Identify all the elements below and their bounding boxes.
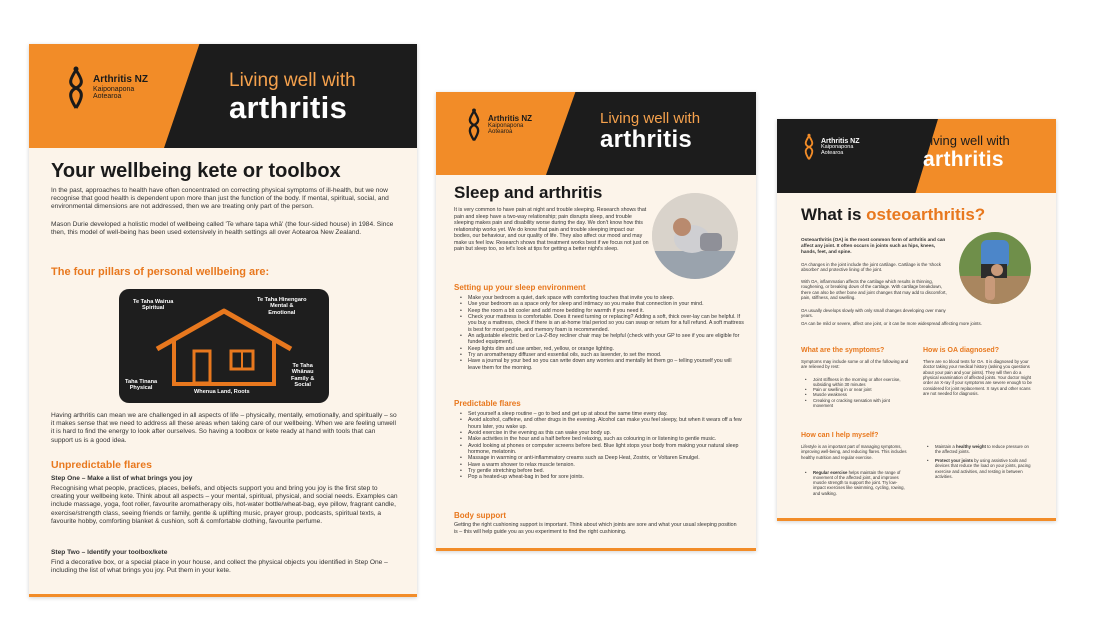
list-item: • Massage in warming or anti-inflammatory creams such as Deep Heat, Zostrix, or Voltaren Emulgel. <box>460 455 744 461</box>
model-paragraph: Mason Durie developed a holistic model of wellbeing called 'Te whare tapa whā' (the four-sided house) in 1984. Since then, this model of well-being has been used extensively in health settings all over Aotearoa New Zealand. <box>51 221 394 237</box>
series-wordmark: arthritis <box>923 148 1004 171</box>
page-title: What is osteoarthritis? <box>801 205 986 224</box>
leaflet-wellbeing <box>29 44 417 597</box>
pillar-physical: Taha Tinana Physical <box>125 379 158 392</box>
bottom-accent-bar <box>29 594 417 597</box>
list-item: • Set yourself a sleep routine – go to bed and get up at about the same time every day. <box>460 411 744 417</box>
arthritis-figure-icon <box>801 133 817 161</box>
intro-paragraph: In the past, approaches to health have often concentrated on correcting physical symptoms of ill-health, but we now recognise that good health is dependent upon more than just the function of the body. If mental, spiritual, social, and environmental dimensions are not addressed, then we are treating only part of the person. <box>51 187 389 211</box>
sleepless-person-photo <box>652 193 738 279</box>
page-title: Your wellbeing kete or toolbox <box>51 160 341 182</box>
list-item: • Use your bedroom as a space only for sleep and intimacy so you make that connection in your mind. <box>460 301 744 307</box>
leaflet-sleep <box>436 92 756 551</box>
pillar-family: Te Taha Whānau Family & Social <box>291 363 315 389</box>
list-item: • Creaking or cracking sensation with joint movement <box>805 398 909 408</box>
predictable-list <box>460 411 744 481</box>
list-item: • Try an aromatherapy diffuser and essential oils, such as lavender, to set the mood. <box>460 352 744 358</box>
logo-subtitle-2: Aotearoa <box>488 129 513 136</box>
list-item: • Avoid looking at phones or computer screens before bed. Blue light stops your body from making your natural sleep hormone, melatonin. <box>460 443 744 456</box>
step-two-title: Step Two – Identify your toolbox/kete <box>51 549 168 556</box>
leaflet-osteoarthritis <box>777 119 1056 521</box>
series-tagline: Living well with <box>600 110 701 127</box>
whare-tapa-wha-diagram <box>119 289 329 403</box>
list-item: • Pop a heated-up wheat-bag in bed for sore joints. <box>460 474 744 480</box>
arthritis-figure-icon <box>464 108 484 142</box>
list-item: • An adjustable electric bed or La-Z-Boy recliner chair may be helpful (check with your GP to see if you are eligible for funded equipment). <box>460 333 744 346</box>
list-item: • Avoid exercise in the evening as this can wake your body up. <box>460 430 744 436</box>
leaflet-header <box>29 44 417 148</box>
bottom-accent-bar <box>436 548 756 551</box>
pillar-spiritual: Te Taha Wairua Spiritual <box>133 299 174 312</box>
arthritis-paragraph: Having arthritis can mean we are challenged in all aspects of life – physically, mentally, emotionally, and spiritually – so it makes sense that we need to address all these areas when taking care of our wellbeing. When we are feeling unwell it is hard to find the energy to look after ourselves. So having a toolbox or kete ready at hand with tools that can support us is a good idea. <box>51 412 397 444</box>
list-item: • Joint stiffness in the morning or after exercise, subsiding within 30 minutes <box>805 377 909 387</box>
section-heading-predictable: Predictable flares <box>454 399 521 408</box>
step-one-title: Step One – Make a list of what brings you joy <box>51 475 193 482</box>
arthritis-nz-logo <box>464 108 532 142</box>
list-item: • Avoid alcohol, caffeine, and other drugs in the evening. Alcohol can make you feel sleepy, but when it wears off a few hours later, you wake up. <box>460 417 744 430</box>
series-brand <box>923 133 1010 172</box>
section-heading: The four pillars of personal wellbeing are: <box>51 266 270 278</box>
logo-subtitle: Kaiponapona <box>488 122 524 129</box>
logo-subtitle-2: Aotearoa <box>93 93 122 101</box>
series-brand <box>229 70 356 126</box>
list-item: • Maintain a healthy weight to reduce pressure on the affected joints. <box>927 444 1033 454</box>
list-item: • Have a warm shower to relax muscle tension. <box>460 462 744 468</box>
arthritis-nz-logo <box>801 133 860 161</box>
inflammation-paragraph: With OA, inflammation affects the cartilage which results in thinning, roughening, or breaking down of the cartilage. With cartilage breakdown, there can also be other bone and joint changes that may add to discomfort, pain, stiffness, and swelling. <box>801 279 947 301</box>
list-item: • Make your bedroom a quiet, dark space with comforting touches that invite you to sleep. <box>460 295 744 301</box>
step-one-text: Recognising what people, practices, places, beliefs, and objects support you and bring you joy is the first step to creating your wellbeing kete. Think about all aspects – your mental, spiritual, physical, and social needs. Examples can include massage, yoga, foot roller, favourite aromatherapy oils, hot-water bottle/wheat-bag, eye pillow, fragrant candle, exercise/strength class, seeing friends or family, gentle & uplifting music, prayer group, podcasts, spiritual texts, a favourite hobby, comforting blanket & cushion, soft & comfortable clothing, favourite perfume. <box>51 485 398 525</box>
section-heading-body: Body support <box>454 511 506 520</box>
severity-paragraph: OA can be mild or severe, affect one joint, or it can be more widespread affecting more joints. <box>801 321 982 326</box>
leaflet-header <box>777 119 1056 193</box>
list-item: • Have a journal by your bed so you can write down any worries and mentally let them go – telling yourself you will leave them for the morning. <box>460 358 744 371</box>
pillar-mental: Te Taha Hinengaro Mental & Emotional <box>257 297 307 316</box>
slow-development-paragraph: OA usually develops slowly with only small changes developing over many years. <box>801 308 946 319</box>
runner-knee-photo <box>959 232 1031 304</box>
series-wordmark: arthritis <box>229 90 348 125</box>
cartilage-paragraph: OA changes in the joint include the joint cartilage. Cartilage is the 'shock absorber' and protective lining of the joint. <box>801 262 941 273</box>
section-heading-diagnosis: How is OA diagnosed? <box>923 347 999 354</box>
section-heading-flares: Unpredictable flares <box>51 459 152 471</box>
logo-subtitle: Kaiponapona <box>93 85 135 93</box>
pillar-land: Whenua Land, Roots <box>194 389 250 395</box>
logo-name: Arthritis NZ <box>93 74 148 86</box>
symptoms-list <box>805 377 909 408</box>
series-wordmark: arthritis <box>600 126 693 153</box>
section-heading-self-help: How can I help myself? <box>801 432 879 439</box>
intro-paragraph: It is very common to have pain at night and trouble sleeping. Research shows that pain and sleep have a two-way relationship; pain disrupts sleep, and trouble sleeping makes pain and disability worse during the day. We don't know how this relationship works yet. We do know that pain and trouble sleeping impact our bodies, our behaviour, and our quality of life. They also affect our mood and may make us feel low. Research shows that treatment works best if we focus not just on pain but sleep too, so let's look at tips for getting a better night's sleep. <box>454 207 649 253</box>
list-item: • Keep the room a bit cooler and add more bedding for warmth if you need it. <box>460 308 744 314</box>
list-item: • Protect your joints by using assistive tools and devices that reduce the load on your joints, pacing exercise and activities, and resting in between activities. <box>927 458 1033 479</box>
page-title: Sleep and arthritis <box>454 183 603 202</box>
arthritis-figure-icon <box>63 66 89 110</box>
body-support-text: Getting the right cushioning support is important. Think about which joints are sore and what your usual sleeping position is – this will help guide you as you experiment to find the right cushioning. <box>454 522 737 535</box>
series-tagline: Living well with <box>229 70 356 91</box>
person-image <box>959 232 1031 304</box>
self-help-intro: Lifestyle is an important part of managing symptoms, improving well-being, and reducing flares. This includes healthy nutrition and regular exercise. <box>801 444 907 460</box>
list-item: • Make activities in the hour and a half before bed relaxing, such as colouring in or listening to gentle music. <box>460 436 744 442</box>
symptoms-intro: Symptoms may include some or all of the following and are relieved by rest: <box>801 359 909 370</box>
self-help-list-left <box>805 470 909 496</box>
series-tagline: Living well with <box>923 133 1010 148</box>
step-two-text: Find a decorative box, or a special place in your house, and collect the physical objects you identified in Step One – including the list of what brings you joy. Put them in your kete. <box>51 559 388 575</box>
list-item: • Try gentle stretching before bed. <box>460 468 744 474</box>
intro-paragraph: Osteoarthritis (OA) is the most common form of arthritis and can affect any joint. It often occurs in joints such as hips, knees, hands, feet, and spine. <box>801 237 946 254</box>
list-item: • Regular exercise helps maintain the range of movement of the affected joint, and improves muscle strength to support the joint. Try low-impact exercises like swimming, cycling, rowing, and walking. <box>805 470 909 496</box>
logo-subtitle-2: Aotearoa <box>821 149 844 156</box>
logo-name: Arthritis NZ <box>821 137 860 145</box>
logo-name: Arthritis NZ <box>488 113 532 123</box>
section-heading-environment: Setting up your sleep environment <box>454 283 586 292</box>
arthritis-nz-logo <box>63 66 148 110</box>
bottom-accent-bar <box>777 518 1056 521</box>
logo-subtitle: Kaiponapona <box>821 143 854 150</box>
list-item: • Keep lights dim and use amber, red, yellow, or orange lighting. <box>460 346 744 352</box>
list-item: • Pain or swelling in or near joint <box>805 387 909 392</box>
series-brand <box>600 110 700 154</box>
person-image <box>652 193 738 279</box>
section-heading-symptoms: What are the symptoms? <box>801 347 885 354</box>
list-item: • Check your mattress is comfortable. Does it need turning or replacing? Adding a soft, thick over-lay can be helpful. If you buy a mattress, check if there is an at-home trial period so you can swap or return for a full refund. A soft mattress is best for most people, and memory foam is recommended. <box>460 314 744 333</box>
list-item: • Muscle weakness <box>805 392 909 397</box>
environment-list <box>460 295 744 371</box>
diagnosis-text: There are no blood tests for OA. It is diagnosed by your doctor taking your medical history (asking you questions about your pain and your joints). They will then do a physical examination of affected joints. Your doctor might order an X-ray if your symptoms are severe enough to be considered for joint replacement. X rays and other scans are not needed for diagnosis. <box>923 359 1032 396</box>
leaflet-header <box>436 92 756 175</box>
self-help-list-right <box>927 444 1033 479</box>
